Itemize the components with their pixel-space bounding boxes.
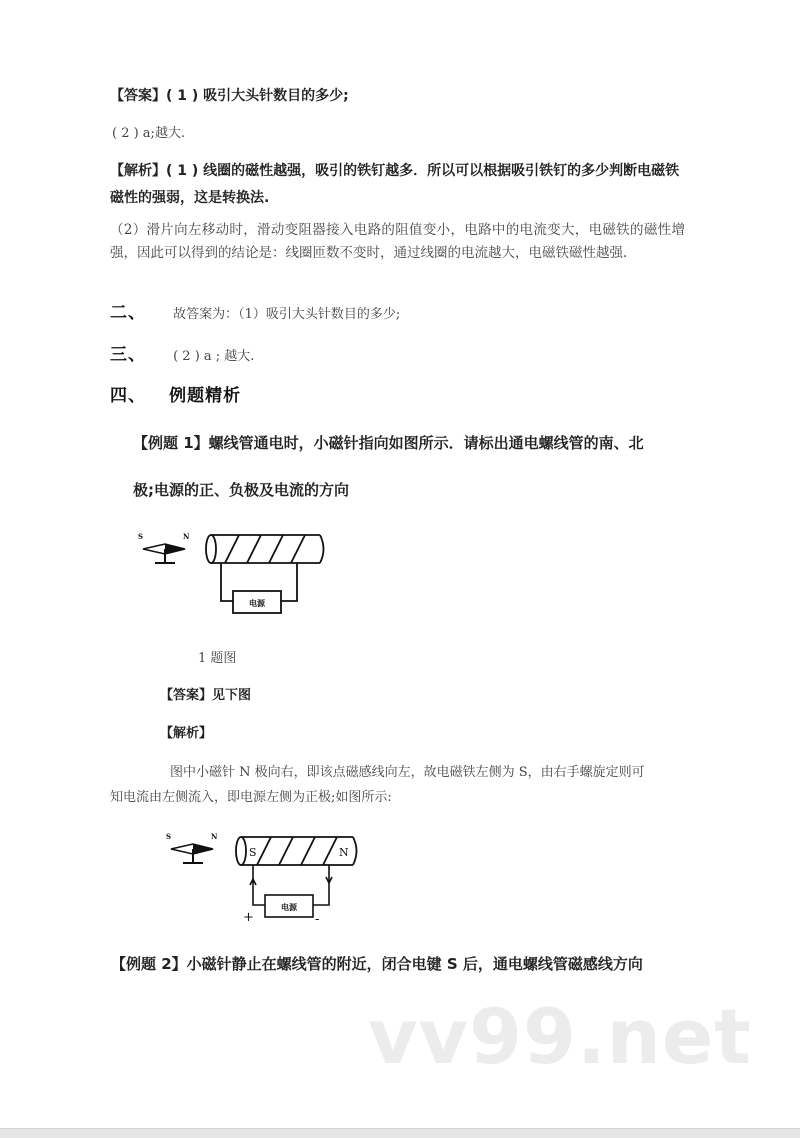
example-1-answer: 【答案】见下图: [160, 688, 252, 703]
svg-text:N: N: [211, 832, 218, 841]
example-2-question-line-1: 【例题 2】小磁针静止在螺线管的附近，闭合电键 S 后，通电螺线管磁感线方向: [111, 955, 643, 973]
compass-needle-icon: [138, 532, 190, 563]
section-2: [110, 298, 400, 323]
svg-text:电源: 电源: [281, 902, 297, 912]
svg-text:S: S: [138, 532, 144, 541]
answer-part-1: ( 1 ) 吸引大头针数目的多少;: [166, 88, 349, 104]
example-1-analysis-line-1: 图中小磁针 N 极向右，即该点磁感线向左，故电磁铁左侧为 S，由右手螺旋定则可: [170, 765, 645, 780]
section-3: [110, 340, 254, 365]
figure-1-caption: 1 题图: [198, 651, 237, 666]
answer-figure-solenoid-diagram: [165, 825, 375, 925]
analysis-1-paragraph-2: （2）滑片向左移动时，滑动变阻器接入电路的阻值变小，电路中的电流变大，电磁铁的磁性增强，因此可以得到的结论是：线圈匝数不变时，通过线圈的电流越大，电磁铁磁性越强.: [110, 222, 685, 261]
svg-text:S: S: [166, 832, 172, 841]
svg-text:电源: 电源: [249, 598, 265, 608]
answer-label: 【答案】: [110, 88, 166, 104]
section-4-title: 例题精析: [169, 386, 242, 406]
svg-text:N: N: [339, 846, 349, 859]
example-1-analysis-line-2: 知电流由左侧流入，即电源左侧为正极;如图所示:: [110, 790, 392, 805]
analysis-1-line-1: 【解析】( 1 ) 线圈的磁性越强，吸引的铁钉越多．所以可以根据吸引铁钉的多少判断电磁铁: [110, 163, 680, 179]
answer-1-line: [110, 85, 349, 105]
analysis-1-line-2: 磁性的强弱，这是转换法.: [110, 190, 270, 206]
svg-text:-: -: [315, 912, 320, 925]
example-1-analysis-label: 【解析】: [160, 726, 213, 741]
solenoid-icon: [206, 535, 324, 563]
svg-text:S: S: [249, 846, 257, 859]
figure-1-solenoid-diagram: [135, 525, 335, 625]
svg-text:+: +: [243, 910, 254, 925]
section-3-number: 三、: [110, 345, 146, 365]
compass-needle-icon: [166, 832, 218, 863]
section-3-text: ( 2 ) a ; 越大.: [173, 349, 255, 364]
svg-text:N: N: [183, 532, 190, 541]
section-4-heading: [110, 381, 241, 406]
section-4-number: 四、: [110, 386, 146, 406]
example-1-question-line-1: 【例题 1】螺线管通电时，小磁针指向如图所示．请标出通电螺线管的南、北: [133, 434, 644, 452]
analysis-label: 【解析】: [110, 163, 166, 179]
watermark: vv99.net: [368, 992, 752, 1081]
section-2-number: 二、: [110, 303, 146, 323]
example-1-question-line-2: 极;电源的正、负极及电流的方向: [133, 481, 350, 499]
section-2-text: 故答案为：（1）吸引大头针数目的多少;: [173, 307, 401, 322]
answer-part-2: ( 2 ) a;越大.: [112, 126, 186, 141]
